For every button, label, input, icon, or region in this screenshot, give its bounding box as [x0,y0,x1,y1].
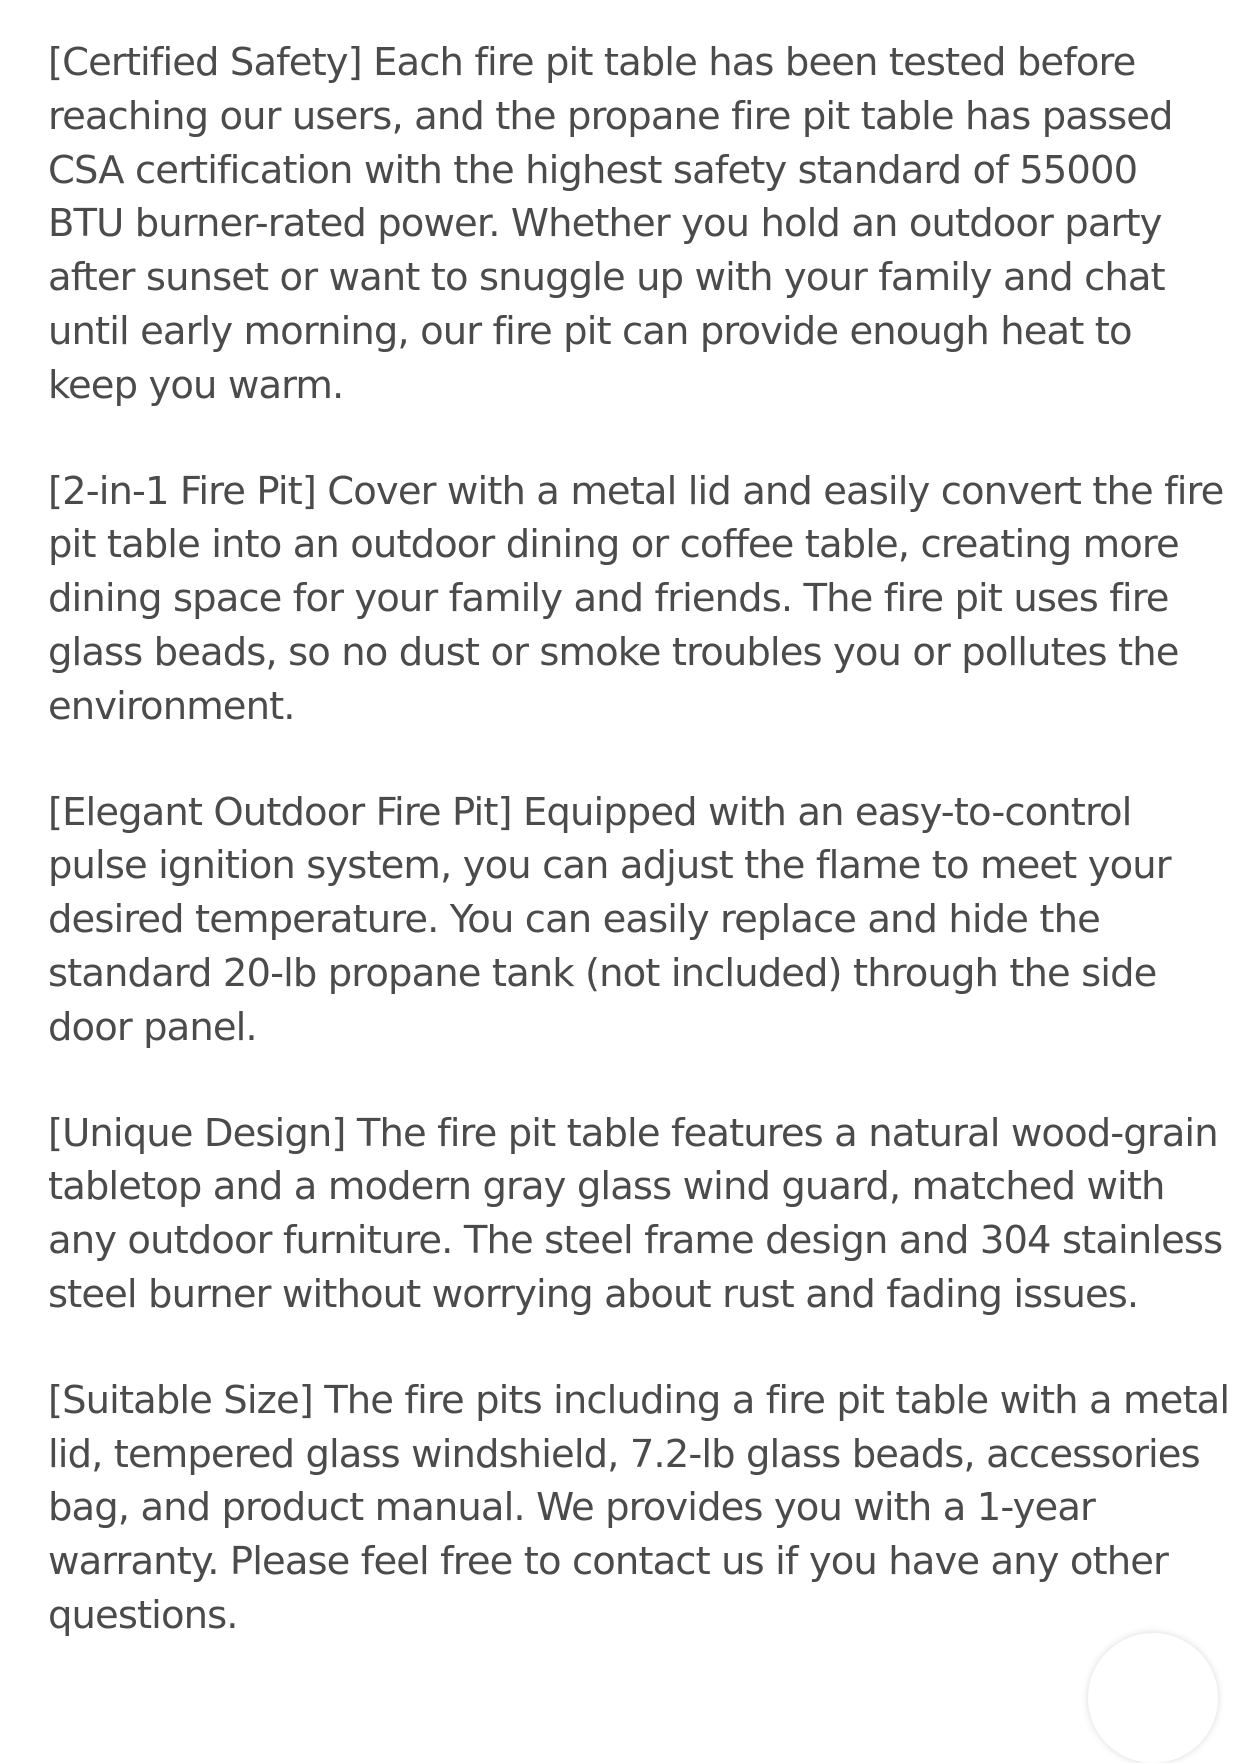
text-line: desired temperature. You can easily replace and hide the [48,897,1100,943]
text-line: steel burner without worrying about rust and fading issues. [48,1271,1139,1317]
text-line: CSA certification with the highest safety standard of 55000 [48,147,1138,193]
paragraph-unique-design [48,1107,1238,1322]
text-line: keep you warm. [48,362,344,408]
text-line: lid, tempered glass windshield, 7.2-lb glass beads, accessories [48,1431,1200,1477]
text-line: [Unique Design] The fire pit table features a natural wood-grain [48,1110,1218,1156]
floating-action-button[interactable] [1088,1633,1218,1763]
paragraph-suitable-size [48,1374,1238,1643]
paragraph-certified-safety [48,36,1238,413]
text-line: [Suitable Size] The fire pits including a fire pit table with a metal [48,1377,1230,1423]
text-line: until early morning, our fire pit can provide enough heat to [48,308,1132,354]
text-line: any outdoor furniture. The steel frame design and 304 stainless [48,1218,1223,1264]
text-line: [2-in-1 Fire Pit] Cover with a metal lid and easily convert the fire [48,468,1224,514]
text-line: pit table into an outdoor dining or coffee table, creating more [48,522,1179,568]
text-line: glass beads, so no dust or smoke troubles you or pollutes the [48,629,1179,675]
text-line: warranty. Please feel free to contact us if you have any other [48,1539,1168,1585]
paragraph-elegant-outdoor-fire-pit [48,786,1238,1055]
text-line: bag, and product manual. We provides you with a 1-year [48,1485,1095,1531]
text-line: environment. [48,683,295,729]
text-line: tabletop and a modern gray glass wind guard, matched with [48,1164,1165,1210]
text-line: door panel. [48,1004,257,1050]
description-content [48,36,1238,1695]
text-line: [Certified Safety] Each fire pit table has been tested before [48,40,1136,85]
paragraph-2-in-1-fire-pit [48,465,1238,734]
text-line: reaching our users, and the propane fire pit table has passed [48,93,1173,139]
text-line: after sunset or want to snuggle up with your family and chat [48,255,1165,301]
text-line: BTU burner-rated power. Whether you hold an outdoor party [48,201,1162,247]
text-line: [Elegant Outdoor Fire Pit] Equipped with an easy-to-control [48,789,1132,835]
text-line: questions. [48,1592,238,1638]
text-line: pulse ignition system, you can adjust the flame to meet your [48,843,1171,889]
text-line: dining space for your family and friends. The fire pit uses fire [48,576,1169,622]
text-line: standard 20-lb propane tank (not included) through the side [48,950,1157,996]
